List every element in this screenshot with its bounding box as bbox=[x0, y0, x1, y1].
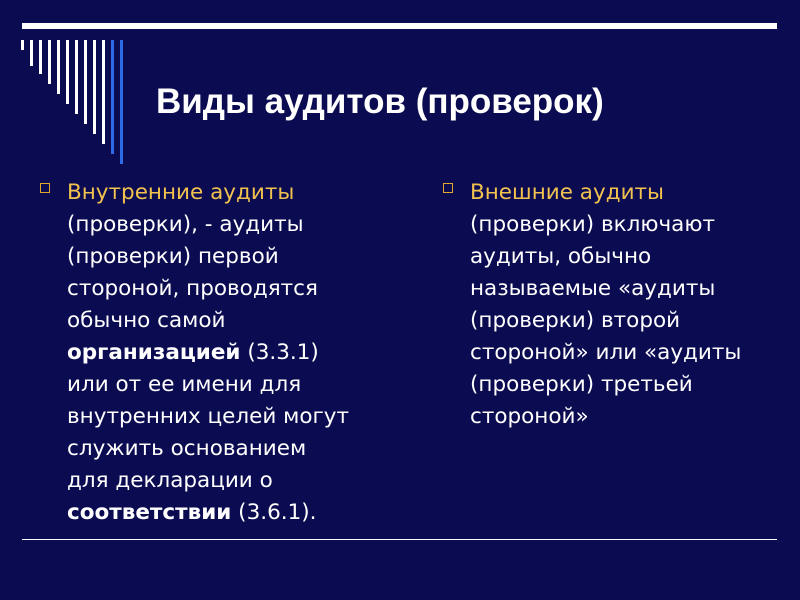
external-audits-heading: Внешние аудиты bbox=[470, 180, 665, 205]
internal-audits-heading: Внутренние аудиты bbox=[67, 180, 295, 205]
text-line: (проверки) первой bbox=[67, 244, 279, 269]
text-line: (проверки), - аудиты bbox=[67, 212, 304, 237]
external-audits-text bbox=[470, 177, 780, 433]
text-line: аудиты, обычно bbox=[470, 244, 652, 269]
bullet-square-icon bbox=[443, 183, 453, 193]
decorative-stripe bbox=[39, 40, 42, 74]
reference: (3.3.1) bbox=[240, 340, 319, 365]
text-line: обычно самой bbox=[67, 308, 226, 333]
decorative-stripe bbox=[57, 40, 60, 94]
decorative-stripe bbox=[93, 40, 96, 134]
text-line: (проверки) третьей bbox=[470, 372, 693, 397]
text-line: стороной» bbox=[470, 404, 589, 429]
text-line bbox=[67, 337, 387, 369]
bold-term: организацией bbox=[67, 340, 241, 365]
decorative-stripe bbox=[48, 40, 51, 84]
bottom-rule bbox=[22, 539, 777, 540]
decorative-stripe bbox=[30, 40, 33, 66]
internal-audits-text bbox=[67, 177, 387, 529]
decorative-stripe bbox=[84, 40, 87, 124]
bullet-square-icon bbox=[40, 183, 50, 193]
slide-title: Виды аудитов (проверок) bbox=[156, 82, 604, 121]
decorative-stripe bbox=[102, 40, 105, 144]
decorative-stripe bbox=[21, 40, 24, 50]
top-rule bbox=[22, 23, 777, 29]
text-line: стороной» или «аудиты bbox=[470, 340, 742, 365]
decorative-stripe bbox=[66, 40, 69, 104]
decorative-stripe bbox=[111, 40, 114, 154]
text-line: или от ее имени для bbox=[67, 372, 302, 397]
text-line: стороной, проводятся bbox=[67, 276, 318, 301]
decorative-stripe bbox=[75, 40, 78, 114]
text-line bbox=[67, 497, 387, 529]
text-line: называемые «аудиты bbox=[470, 276, 716, 301]
text-line: (проверки) включают bbox=[470, 212, 715, 237]
bold-term: соответствии bbox=[67, 500, 232, 525]
text-line: для декларации о bbox=[67, 468, 273, 493]
text-line: (проверки) второй bbox=[470, 308, 681, 333]
text-line: служить основанием bbox=[67, 436, 307, 461]
reference: (3.6.1). bbox=[231, 500, 317, 525]
text-line: внутренних целей могут bbox=[67, 404, 350, 429]
decorative-stripe bbox=[120, 40, 123, 164]
